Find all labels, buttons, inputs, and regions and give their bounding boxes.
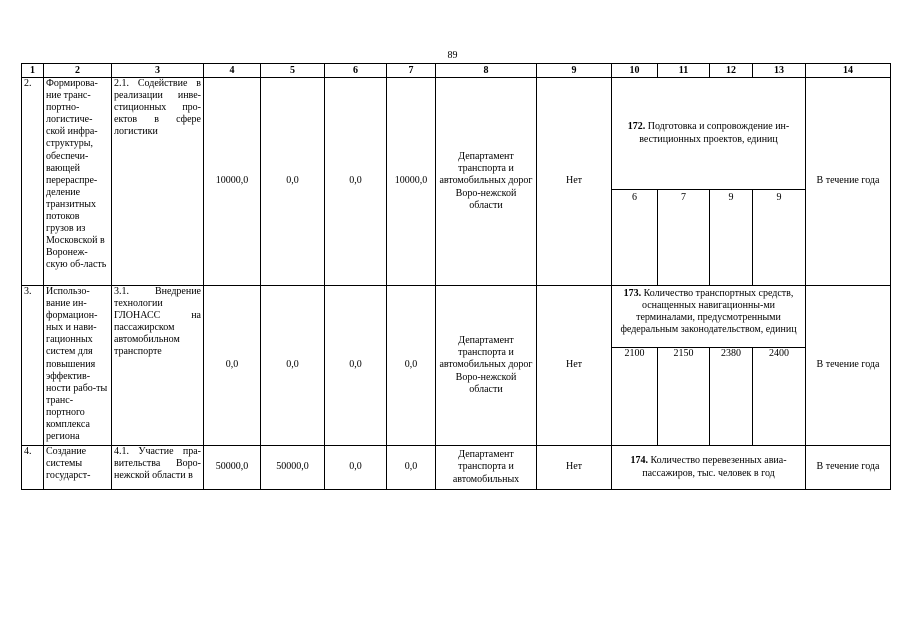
cell-col9: Нет: [537, 286, 612, 446]
cell-col6: 0,0: [325, 286, 387, 446]
value-cell: 6: [612, 190, 658, 286]
header-cell: 1: [22, 64, 44, 78]
cell-col4: 10000,0: [204, 78, 261, 286]
value-cell: 7: [658, 190, 710, 286]
header-cell: 2: [44, 64, 112, 78]
header-row: [22, 64, 891, 78]
header-cell: 10: [612, 64, 658, 78]
indicator-number: 172.: [627, 121, 646, 133]
value-cell: 2100: [612, 348, 658, 446]
header-cell: 9: [537, 64, 612, 78]
cell-col5: 0,0: [261, 78, 325, 286]
value-cell: 9: [753, 190, 806, 286]
page-number: 89: [447, 50, 458, 61]
term-cell: В течение года: [806, 78, 891, 286]
row-number: 4.: [22, 446, 44, 490]
cell-col7: 0,0: [387, 286, 436, 446]
header-cell: 11: [658, 64, 710, 78]
cell-col7: 10000,0: [387, 78, 436, 286]
cell-col4: 50000,0: [204, 446, 261, 490]
header-cell: 3: [112, 64, 204, 78]
executor-cell: Департамент транспорта и автомобильных: [436, 446, 537, 490]
header-cell: 8: [436, 64, 537, 78]
goal-cell: Создание системы государст-: [44, 446, 112, 490]
table-row: [22, 446, 891, 490]
measure-cell: 4.1. Участие пра-вительства Воро-нежской области в: [112, 446, 204, 490]
cell-col6: 0,0: [325, 446, 387, 490]
header-cell: 12: [710, 64, 753, 78]
program-table: [21, 63, 891, 490]
indicator-text: Количество транспортных средств, оснащенных навигационны-ми терминалами, предусмотренными федеральным законодательством, единиц: [620, 288, 797, 336]
header-cell: 7: [387, 64, 436, 78]
indicator-text: Подготовка и сопровождение ин-вестиционных проектов, единиц: [639, 121, 790, 145]
value-cell: 2150: [658, 348, 710, 446]
goal-cell: Использо-вание ин-формацион-ных и нави-гационных систем для повышения эффектив-ности рабо-ты транс-портного комплекса региона: [44, 286, 112, 446]
cell-col9: Нет: [537, 78, 612, 286]
term-cell: В течение года: [806, 446, 891, 490]
indicator-cell: [612, 446, 806, 490]
table-row: [22, 78, 891, 190]
measure-cell: 2.1. Содействие в реализации инве-стиционных про-ектов в сфере логистики: [112, 78, 204, 286]
table-row: [22, 286, 891, 348]
goal-cell: Формирова-ние транс-портно-логистиче-ской инфра-структуры, обеспечи-вающей перераспре-деление транзитных потоков грузов из Московской в Воронеж-скую об-ласть: [44, 78, 112, 286]
row-number: 2.: [22, 78, 44, 286]
cell-col5: 0,0: [261, 286, 325, 446]
header-cell: 4: [204, 64, 261, 78]
value-cell: 2380: [710, 348, 753, 446]
cell-col5: 50000,0: [261, 446, 325, 490]
measure-cell: 3.1. Внедрение технологии ГЛОНАСС на пассажирском автомобильном транспорте: [112, 286, 204, 446]
executor-cell: Департамент транспорта и автомобильных дорог Воро-нежской области: [436, 286, 537, 446]
indicator-number: 174.: [630, 455, 648, 467]
indicator-cell: [612, 78, 806, 190]
indicator-cell: [612, 286, 806, 348]
cell-col4: 0,0: [204, 286, 261, 446]
executor-cell: Департамент транспорта и автомобильных дорог Воро-нежской области: [436, 78, 537, 286]
header-cell: 13: [753, 64, 806, 78]
indicator-text: Количество перевезенных авиа-пассажиров, тыс. человек в год: [642, 455, 787, 479]
value-cell: 2400: [753, 348, 806, 446]
cell-col7: 0,0: [387, 446, 436, 490]
header-cell: 6: [325, 64, 387, 78]
header-cell: 5: [261, 64, 325, 78]
indicator-number: 173.: [623, 288, 642, 299]
header-cell: 14: [806, 64, 891, 78]
term-cell: В течение года: [806, 286, 891, 446]
cell-col9: Нет: [537, 446, 612, 490]
cell-col6: 0,0: [325, 78, 387, 286]
value-cell: 9: [710, 190, 753, 286]
row-number: 3.: [22, 286, 44, 446]
